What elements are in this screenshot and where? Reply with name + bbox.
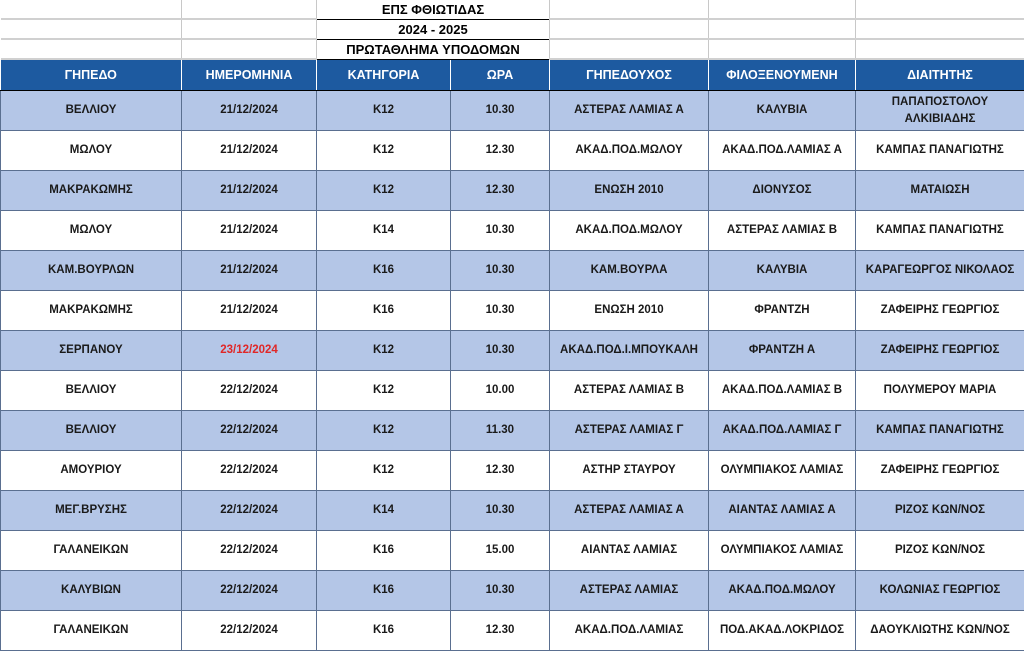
cell-category: Κ12 <box>317 451 451 491</box>
cell-away-team: ΑΚΑΔ.ΠΟΔ.ΛΑΜΙΑΣ Γ <box>709 411 856 451</box>
table-row <box>1 411 1024 451</box>
cell-category: Κ14 <box>317 491 451 531</box>
table-row <box>1 491 1024 531</box>
cell-ground: ΓΑΛΑΝΕΙΚΩΝ <box>1 611 182 651</box>
cell-time: 12.30 <box>451 131 550 171</box>
cell-ground: ΒΕΛΛΙΟΥ <box>1 411 182 451</box>
cell-category: Κ16 <box>317 571 451 611</box>
cell-date: 22/12/2024 <box>182 531 317 571</box>
table-row <box>1 171 1024 211</box>
cell-category: Κ16 <box>317 611 451 651</box>
cell-away-team: ΟΛΥΜΠΙΑΚΟΣ ΛΑΜΙΑΣ <box>709 451 856 491</box>
header-home-team: ΓΗΠΕΔΟΥΧΟΣ <box>550 59 709 91</box>
cell-referee: ΖΑΦΕΙΡΗΣ ΓΕΩΡΓΙΟΣ <box>856 331 1024 371</box>
cell-referee: ΚΑΜΠΑΣ ΠΑΝΑΓΙΩΤΗΣ <box>856 131 1024 171</box>
cell-ground: ΚΑΛΥΒΙΩΝ <box>1 571 182 611</box>
header-ground: ΓΗΠΕΔΟ <box>1 59 182 91</box>
cell-away-team: ΚΑΛΥΒΙΑ <box>709 91 856 131</box>
cell-ground: ΜΑΚΡΑΚΩΜΗΣ <box>1 291 182 331</box>
cell-away-team: ΑΙΑΝΤΑΣ ΛΑΜΙΑΣ Α <box>709 491 856 531</box>
cell-referee: ΔΑΟΥΚΛΙΩΤΗΣ ΚΩΝ/ΝΟΣ <box>856 611 1024 651</box>
cell-category: Κ16 <box>317 251 451 291</box>
cell-time: 12.30 <box>451 451 550 491</box>
cell-category: Κ12 <box>317 331 451 371</box>
cell-home-team: ΑΚΑΔ.ΠΟΔ.ΜΩΛΟΥ <box>550 211 709 251</box>
cell-time: 15.00 <box>451 531 550 571</box>
cell-away-team: ΠΟΔ.ΑΚΑΔ.ΛΟΚΡΙΔΟΣ <box>709 611 856 651</box>
cell-date: 21/12/2024 <box>182 91 317 131</box>
cell-referee: ΚΑΜΠΑΣ ΠΑΝΑΓΙΩΤΗΣ <box>856 211 1024 251</box>
cell-time: 10.30 <box>451 571 550 611</box>
cell-referee: ΡΙΖΟΣ ΚΩΝ/ΝΟΣ <box>856 531 1024 571</box>
cell-date: 22/12/2024 <box>182 371 317 411</box>
cell-away-team: ΚΑΛΥΒΙΑ <box>709 251 856 291</box>
cell-ground: ΑΜΟΥΡΙΟΥ <box>1 451 182 491</box>
cell-home-team: ΑΚΑΔ.ΠΟΔ.ΛΑΜΙΑΣ <box>550 611 709 651</box>
championship-title: ΠΡΩΤΑΘΛΗΜΑ ΥΠΟΔΟΜΩΝ <box>317 39 550 59</box>
cell-away-team: ΦΡΑΝΤΖΗ Α <box>709 331 856 371</box>
cell-category: Κ14 <box>317 211 451 251</box>
cell-referee: ΖΑΦΕΙΡΗΣ ΓΕΩΡΓΙΟΣ <box>856 291 1024 331</box>
cell-referee: ΠΑΠΑΠΟΣΤΟΛΟΥ ΑΛΚΙΒΙΑΔΗΣ <box>856 91 1024 131</box>
cell-time: 10.00 <box>451 371 550 411</box>
cell-time: 10.30 <box>451 491 550 531</box>
cell-time: 10.30 <box>451 91 550 131</box>
cell-time: 10.30 <box>451 331 550 371</box>
header-away-team: ΦΙΛΟΞΕΝΟΥΜΕΝΗ <box>709 59 856 91</box>
cell-referee: ΡΙΖΟΣ ΚΩΝ/ΝΟΣ <box>856 491 1024 531</box>
cell-home-team: ΑΚΑΔ.ΠΟΔ.Ι.ΜΠΟΥΚΑΛΗ <box>550 331 709 371</box>
cell-referee: ΠΟΛΥΜΕΡΟΥ ΜΑΡΙΑ <box>856 371 1024 411</box>
cell-category: Κ12 <box>317 171 451 211</box>
cell-ground: ΜΩΛΟΥ <box>1 131 182 171</box>
title-row-3 <box>1 39 1024 59</box>
cell-away-team: ΟΛΥΜΠΙΑΚΟΣ ΛΑΜΙΑΣ <box>709 531 856 571</box>
cell-away-team: ΑΣΤΕΡΑΣ ΛΑΜΙΑΣ Β <box>709 211 856 251</box>
cell-time: 10.30 <box>451 291 550 331</box>
cell-date: 22/12/2024 <box>182 411 317 451</box>
cell-time: 10.30 <box>451 211 550 251</box>
cell-time: 12.30 <box>451 171 550 211</box>
cell-away-team: ΔΙΟΝΥΣΟΣ <box>709 171 856 211</box>
cell-home-team: ΑΣΤΗΡ ΣΤΑΥΡΟΥ <box>550 451 709 491</box>
cell-home-team: ΑΙΑΝΤΑΣ ΛΑΜΙΑΣ <box>550 531 709 571</box>
cell-ground: ΣΕΡΠΑΝΟΥ <box>1 331 182 371</box>
header-category: ΚΑΤΗΓΟΡΙΑ <box>317 59 451 91</box>
cell-referee: ΚΑΡΑΓΕΩΡΓΟΣ ΝΙΚΟΛΑΟΣ <box>856 251 1024 291</box>
header-referee: ΔΙΑΙΤΗΤΗΣ <box>856 59 1024 91</box>
cell-date: 22/12/2024 <box>182 491 317 531</box>
cell-ground: ΒΕΛΛΙΟΥ <box>1 91 182 131</box>
season-title: 2024 - 2025 <box>317 19 550 39</box>
cell-home-team: ΑΣΤΕΡΑΣ ΛΑΜΙΑΣ Β <box>550 371 709 411</box>
cell-ground: ΜΑΚΡΑΚΩΜΗΣ <box>1 171 182 211</box>
cell-category: Κ16 <box>317 291 451 331</box>
cell-date: 22/12/2024 <box>182 611 317 651</box>
cell-away-team: ΑΚΑΔ.ΠΟΔ.ΜΩΛΟΥ <box>709 571 856 611</box>
table-row <box>1 451 1024 491</box>
cell-home-team: ΑΣΤΕΡΑΣ ΛΑΜΙΑΣ Γ <box>550 411 709 451</box>
table-row <box>1 131 1024 171</box>
cell-date: 21/12/2024 <box>182 211 317 251</box>
cell-home-team: ΑΣΤΕΡΑΣ ΛΑΜΙΑΣ Α <box>550 91 709 131</box>
cell-referee: ΚΟΛΩΝΙΑΣ ΓΕΩΡΓΙΟΣ <box>856 571 1024 611</box>
cell-ground: ΓΑΛΑΝΕΙΚΩΝ <box>1 531 182 571</box>
cell-date: 21/12/2024 <box>182 171 317 211</box>
cell-away-team: ΑΚΑΔ.ΠΟΔ.ΛΑΜΙΑΣ Β <box>709 371 856 411</box>
cell-time: 11.30 <box>451 411 550 451</box>
table-row <box>1 211 1024 251</box>
table-row <box>1 611 1024 651</box>
cell-date: 22/12/2024 <box>182 571 317 611</box>
cell-category: Κ16 <box>317 531 451 571</box>
cell-referee: ΚΑΜΠΑΣ ΠΑΝΑΓΙΩΤΗΣ <box>856 411 1024 451</box>
cell-home-team: ΑΚΑΔ.ΠΟΔ.ΜΩΛΟΥ <box>550 131 709 171</box>
table-row <box>1 331 1024 371</box>
cell-time: 12.30 <box>451 611 550 651</box>
cell-home-team: ΚΑΜ.ΒΟΥΡΛΑ <box>550 251 709 291</box>
cell-ground: ΒΕΛΛΙΟΥ <box>1 371 182 411</box>
cell-home-team: ΑΣΤΕΡΑΣ ΛΑΜΙΑΣ <box>550 571 709 611</box>
cell-ground: ΚΑΜ.ΒΟΥΡΛΩΝ <box>1 251 182 291</box>
header-time: ΩΡΑ <box>451 59 550 91</box>
cell-category: Κ12 <box>317 91 451 131</box>
header-date: ΗΜΕΡΟΜΗΝΙΑ <box>182 59 317 91</box>
cell-home-team: ΕΝΩΣΗ 2010 <box>550 291 709 331</box>
cell-category: Κ12 <box>317 371 451 411</box>
cell-date: 23/12/2024 <box>182 331 317 371</box>
table-row <box>1 251 1024 291</box>
cell-time: 10.30 <box>451 251 550 291</box>
cell-away-team: ΦΡΑΝΤΖΗ <box>709 291 856 331</box>
cell-category: Κ12 <box>317 411 451 451</box>
cell-away-team: ΑΚΑΔ.ΠΟΔ.ΛΑΜΙΑΣ Α <box>709 131 856 171</box>
cell-category: Κ12 <box>317 131 451 171</box>
table-row <box>1 291 1024 331</box>
cell-referee: ΖΑΦΕΙΡΗΣ ΓΕΩΡΓΙΟΣ <box>856 451 1024 491</box>
cell-ground: ΜΕΓ.ΒΡΥΣΗΣ <box>1 491 182 531</box>
cell-home-team: ΕΝΩΣΗ 2010 <box>550 171 709 211</box>
federation-title: ΕΠΣ ΦΘΙΩΤΙΔΑΣ <box>317 0 550 19</box>
table-row <box>1 371 1024 411</box>
cell-home-team: ΑΣΤΕΡΑΣ ΛΑΜΙΑΣ Α <box>550 491 709 531</box>
cell-date: 21/12/2024 <box>182 291 317 331</box>
cell-date: 22/12/2024 <box>182 451 317 491</box>
table-row <box>1 91 1024 131</box>
title-row-2 <box>1 19 1024 39</box>
cell-date: 21/12/2024 <box>182 251 317 291</box>
table-row <box>1 571 1024 611</box>
cell-date: 21/12/2024 <box>182 131 317 171</box>
table-row <box>1 531 1024 571</box>
table-header-row <box>1 59 1024 91</box>
cell-referee: ΜΑΤΑΙΩΣΗ <box>856 171 1024 211</box>
cell-ground: ΜΩΛΟΥ <box>1 211 182 251</box>
title-row-1 <box>1 0 1024 19</box>
